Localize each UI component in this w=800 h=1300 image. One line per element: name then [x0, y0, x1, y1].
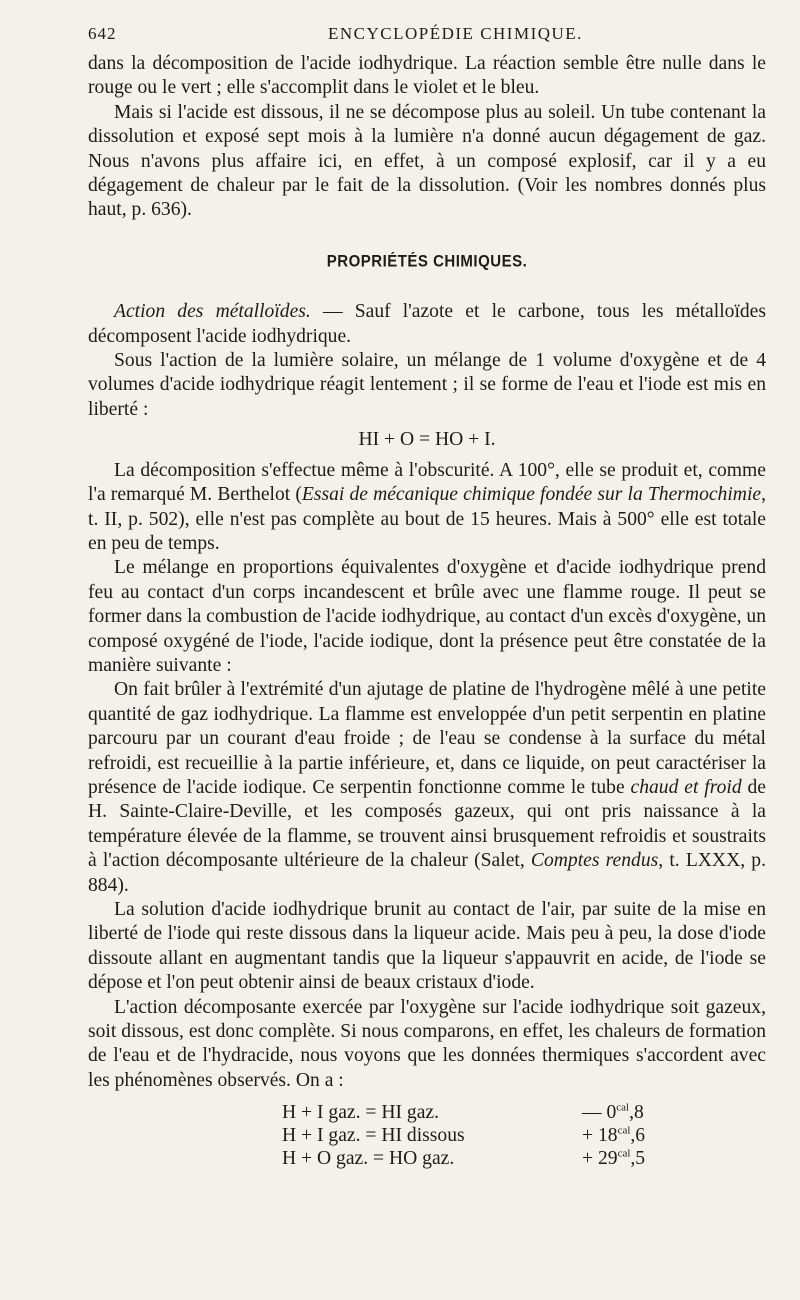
thermo-dec: ,5: [630, 1148, 646, 1170]
thermo-int: 0: [606, 1102, 617, 1124]
thermo-dec: ,8: [629, 1102, 644, 1124]
thermo-row: [282, 1147, 766, 1170]
paragraph: Le mélange en proportions équivalentes d'oxygène et d'acide iodhydrique prend feu au contact d'un corps incandescent et brûle avec une flamme rouge. Il peut se former dans la combustion de l'acide iodhydrique, au contact d'un excès d'oxygène, un composé oxygéné de l'iode, l'acide iodique, dont la présence peut être constatée de la manière suivante :: [88, 557, 766, 676]
thermo-value: [582, 1147, 672, 1170]
page-body: [88, 52, 766, 1170]
thermo-sign: +: [582, 1148, 594, 1170]
italic-citation: Essai de mécanique chimique fondée sur la Thermochimie: [301, 484, 762, 506]
paragraph-text: La décomposition s'effectue même à l'obscurité. A 100°, elle se produit et, comme l'a remarqué M. Berthelot (: [88, 459, 766, 506]
paragraph: Sous l'action de la lumière solaire, un mélange de 1 volume d'oxygène et de 4 volumes d'acide iodhydrique réagit lentement ; il se forme de l'eau et l'iode est mis en liberté :: [88, 350, 766, 420]
thermo-int: 29: [597, 1148, 618, 1170]
equation-text: HI + O = HO + I.: [358, 429, 496, 451]
paragraph-text: On fait brûler à l'extrémité d'un ajutage de platine de l'hydrogène mêlé à une petite quantité de gaz iodhydrique. La flamme est enveloppée d'un petit serpentin en platine parcouru par un courant d'eau froide ; de l'eau se condense à la surface du métal refroidi, est recueillie à la partie inférieure, et, dans ce liquide, on peut caractériser la présence de l'acide iodique. Ce serpentin fonctionne comme le tube: [88, 679, 766, 798]
thermo-sign: +: [582, 1125, 594, 1147]
paragraph: La solution d'acide iodhydrique brunit au contact de l'air, par suite de la mise en liberté de l'iode qui reste dissous dans la liqueur acide. Mais peu à peu, la dose d'iode dissoute allant en augmentant tandis que la liqueur s'appauvrit en acide, de l'iode se dépose et l'on peut obtenir ainsi de beaux cristaux d'iode.: [88, 899, 766, 994]
thermo-value: [582, 1124, 672, 1147]
thermo-dec: ,6: [630, 1125, 646, 1147]
paragraph: [88, 459, 766, 557]
thermochemical-table: [282, 1101, 766, 1170]
thermo-unit: cal: [616, 1101, 630, 1114]
thermo-int: 18: [597, 1125, 618, 1147]
section-title: PROPRIÉTÉS CHIMIQUES.: [326, 251, 528, 271]
thermo-row: [282, 1101, 766, 1124]
thermo-value: [582, 1101, 672, 1124]
paragraph: Mais si l'acide est dissous, il ne se décompose plus au soleil. Un tube contenant la dissolution et exposé sept mois à la lumière n'a donné aucun dégagement de gaz. Nous n'avons plus affaire ici, en effet, à un composé explosif, car il y a eu dégagement de chaleur par le fait de la dissolution. (Voir les nombres donnés plus haut, p. 636).: [88, 101, 766, 221]
paragraph: L'action décomposante exercée par l'oxygène sur l'acide iodhydrique soit gazeux, soit dissous, est donc complète. Si nous comparons, en effet, les chaleurs de formation de l'eau et de l'hydracide, nous voyons que les données thermiques s'accordent avec les phénomènes observés. On a :: [88, 996, 766, 1091]
paragraph: [88, 300, 766, 349]
italic-term: chaud et froid: [630, 776, 742, 798]
thermo-equation: H + I gaz. = HI dissous: [282, 1125, 465, 1147]
page-number: 642: [88, 24, 117, 43]
paragraph-text: — Sauf l'azote et le carbone, tous les métalloïdes décomposent l'acide iodhydrique.: [88, 301, 767, 347]
thermo-unit: cal: [617, 1147, 631, 1160]
paragraph: [88, 678, 766, 898]
page-header: [88, 24, 768, 46]
italic-heading: Action des métalloïdes.: [114, 301, 311, 323]
paragraph-text: , t. II, p. 502), elle n'est pas complète au bout de 15 heures. Mais à 500° elle est totale en peu de temps.: [88, 484, 766, 554]
thermo-sign: —: [582, 1102, 602, 1124]
thermo-unit: cal: [617, 1124, 631, 1137]
paragraph-text: de H. Sainte-Claire-Deville, et les composés gazeux, qui ont pris naissance à la température élevée de la flamme, se trouvent ainsi brusquement refroidis et soustraits à l'action décomposante ultérieure de la chaleur (Salet,: [88, 776, 766, 872]
thermo-row: [282, 1124, 766, 1147]
running-title: ENCYCLOPÉDIE CHIMIQUE.: [328, 24, 583, 43]
paragraph-text: , t. LXXX, p. 884).: [88, 850, 766, 896]
thermo-equation: H + O gaz. = HO gaz.: [282, 1148, 455, 1170]
italic-citation: Comptes rendus: [530, 850, 659, 872]
paragraph: dans la décomposition de l'acide iodhydrique. La réaction semble être nulle dans le rouge ou le vert ; elle s'accomplit dans le violet et le bleu.: [88, 53, 766, 99]
equation: [88, 428, 766, 452]
thermo-equation: H + I gaz. = HI gaz.: [282, 1102, 440, 1124]
